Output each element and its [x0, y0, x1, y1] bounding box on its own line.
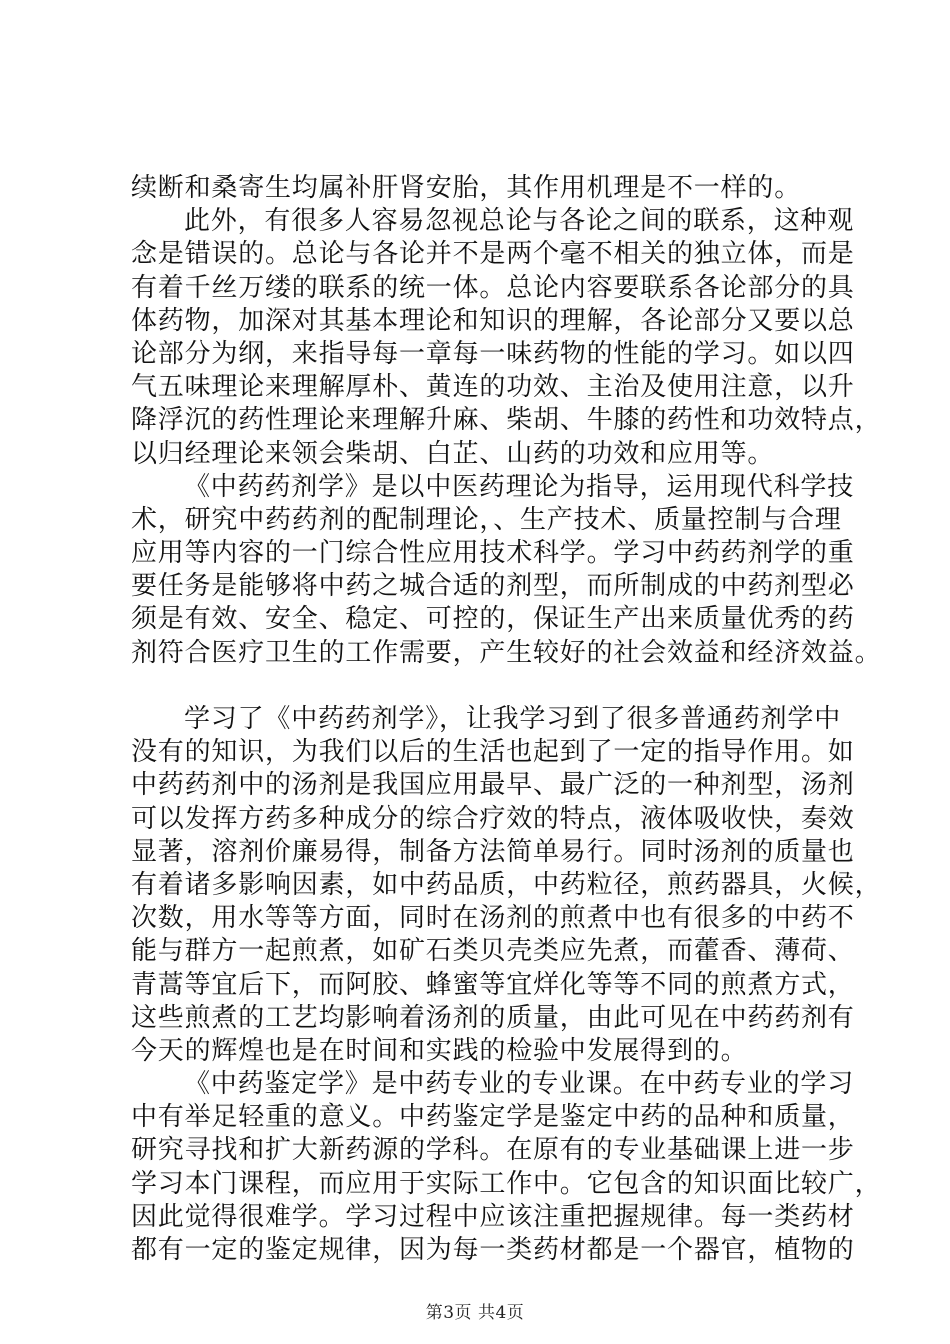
- text-line: 学习本门课程，而应用于实际工作中。它包含的知识面比较广，: [131, 1168, 882, 1199]
- text-line: 体药物，加深对其基本理论和知识的理解，各论部分又要以总: [131, 305, 855, 336]
- text-line: 有着诸多影响因素，如中药品质，中药粒径，煎药器具，火候，: [131, 869, 882, 900]
- text-line: 《中药药剂学》是以中医药理论为指导，运用现代科学技: [184, 471, 855, 502]
- text-line: 术，研究中药药剂的配制理论，、生产技术、质量控制与合理: [131, 504, 842, 535]
- text-line: 这些煎煮的工艺均影响着汤剂的质量，由此可见在中药药剂有: [131, 1002, 855, 1033]
- page-footer: 第3页 共4页: [425, 1303, 525, 1323]
- text-line: 应用等内容的一门综合性应用技术科学。学习中药药剂学的重: [131, 538, 855, 569]
- text-line: 没有的知识，为我们以后的生活也起到了一定的指导作用。如: [131, 737, 855, 768]
- text-line: 气五味理论来理解厚朴、黄连的功效、主治及使用注意，以升: [131, 372, 855, 403]
- text-line: 能与群方一起煎煮，如矿石类贝壳类应先煮，而藿香、薄荷、: [131, 936, 855, 967]
- text-line: 论部分为纲，来指导每一章每一味药物的性能的学习。如以四: [131, 338, 855, 369]
- text-line: 可以发挥方药多种成分的综合疗效的特点，液体吸收快，奏效: [131, 803, 855, 834]
- text-line: 研究寻找和扩大新药源的学科。在原有的专业基础课上进一步: [131, 1135, 855, 1166]
- text-line: 次数，用水等等方面，同时在汤剂的煎煮中也有很多的中药不: [131, 903, 855, 934]
- document-body: [131, 172, 882, 1267]
- text-line: 有着千丝万缕的联系的统一体。总论内容要联系各论部分的具: [131, 272, 855, 303]
- text-line: 此外，有很多人容易忽视总论与各论之间的联系，这种观: [184, 206, 855, 237]
- text-line: 因此觉得很难学。学习过程中应该注重把握规律。每一类药材: [131, 1201, 855, 1232]
- text-line: 要任务是能够将中药之城合适的剂型，而所制成的中药剂型必: [131, 571, 855, 602]
- text-line: 《中药鉴定学》是中药专业的专业课。在中药专业的学习: [184, 1069, 855, 1100]
- text-line: 续断和桑寄生均属补肝肾安胎，其作用机理是不一样的。: [131, 173, 802, 203]
- text-line: 以归经理论来领会柴胡、白芷、山药的功效和应用等。: [131, 438, 775, 469]
- text-line: 显著，溶剂价廉易得，制备方法简单易行。同时汤剂的质量也: [131, 836, 855, 867]
- blank-line: [131, 670, 851, 703]
- text-line: 剂符合医疗卫生的工作需要，产生较好的社会效益和经济效益。: [131, 637, 882, 668]
- text-line: 念是错误的。总论与各论并不是两个毫不相关的独立体，而是: [131, 239, 855, 270]
- text-line: 都有一定的鉴定规律，因为每一类药材都是一个器官，植物的: [131, 1235, 855, 1265]
- text-line: 中药药剂中的汤剂是我国应用最早、最广泛的一种剂型，汤剂: [131, 770, 855, 801]
- text-line: 中有举足轻重的意义。中药鉴定学是鉴定中药的品种和质量，: [131, 1102, 855, 1133]
- text-line: 须是有效、安全、稳定、可控的，保证生产出来质量优秀的药: [131, 604, 855, 635]
- text-line: 降浮沉的药性理论来理解升麻、柴胡、牛膝的药性和功效特点，: [131, 405, 882, 436]
- text-line: 学习了《中药药剂学》，让我学习到了很多普通药剂学中: [184, 704, 842, 734]
- text-line: 今天的辉煌也是在时间和实践的检验中发展得到的。: [131, 1035, 748, 1066]
- text-line: 青蒿等宜后下，而阿胶、蜂蜜等宜烊化等等不同的煎煮方式，: [131, 969, 855, 1000]
